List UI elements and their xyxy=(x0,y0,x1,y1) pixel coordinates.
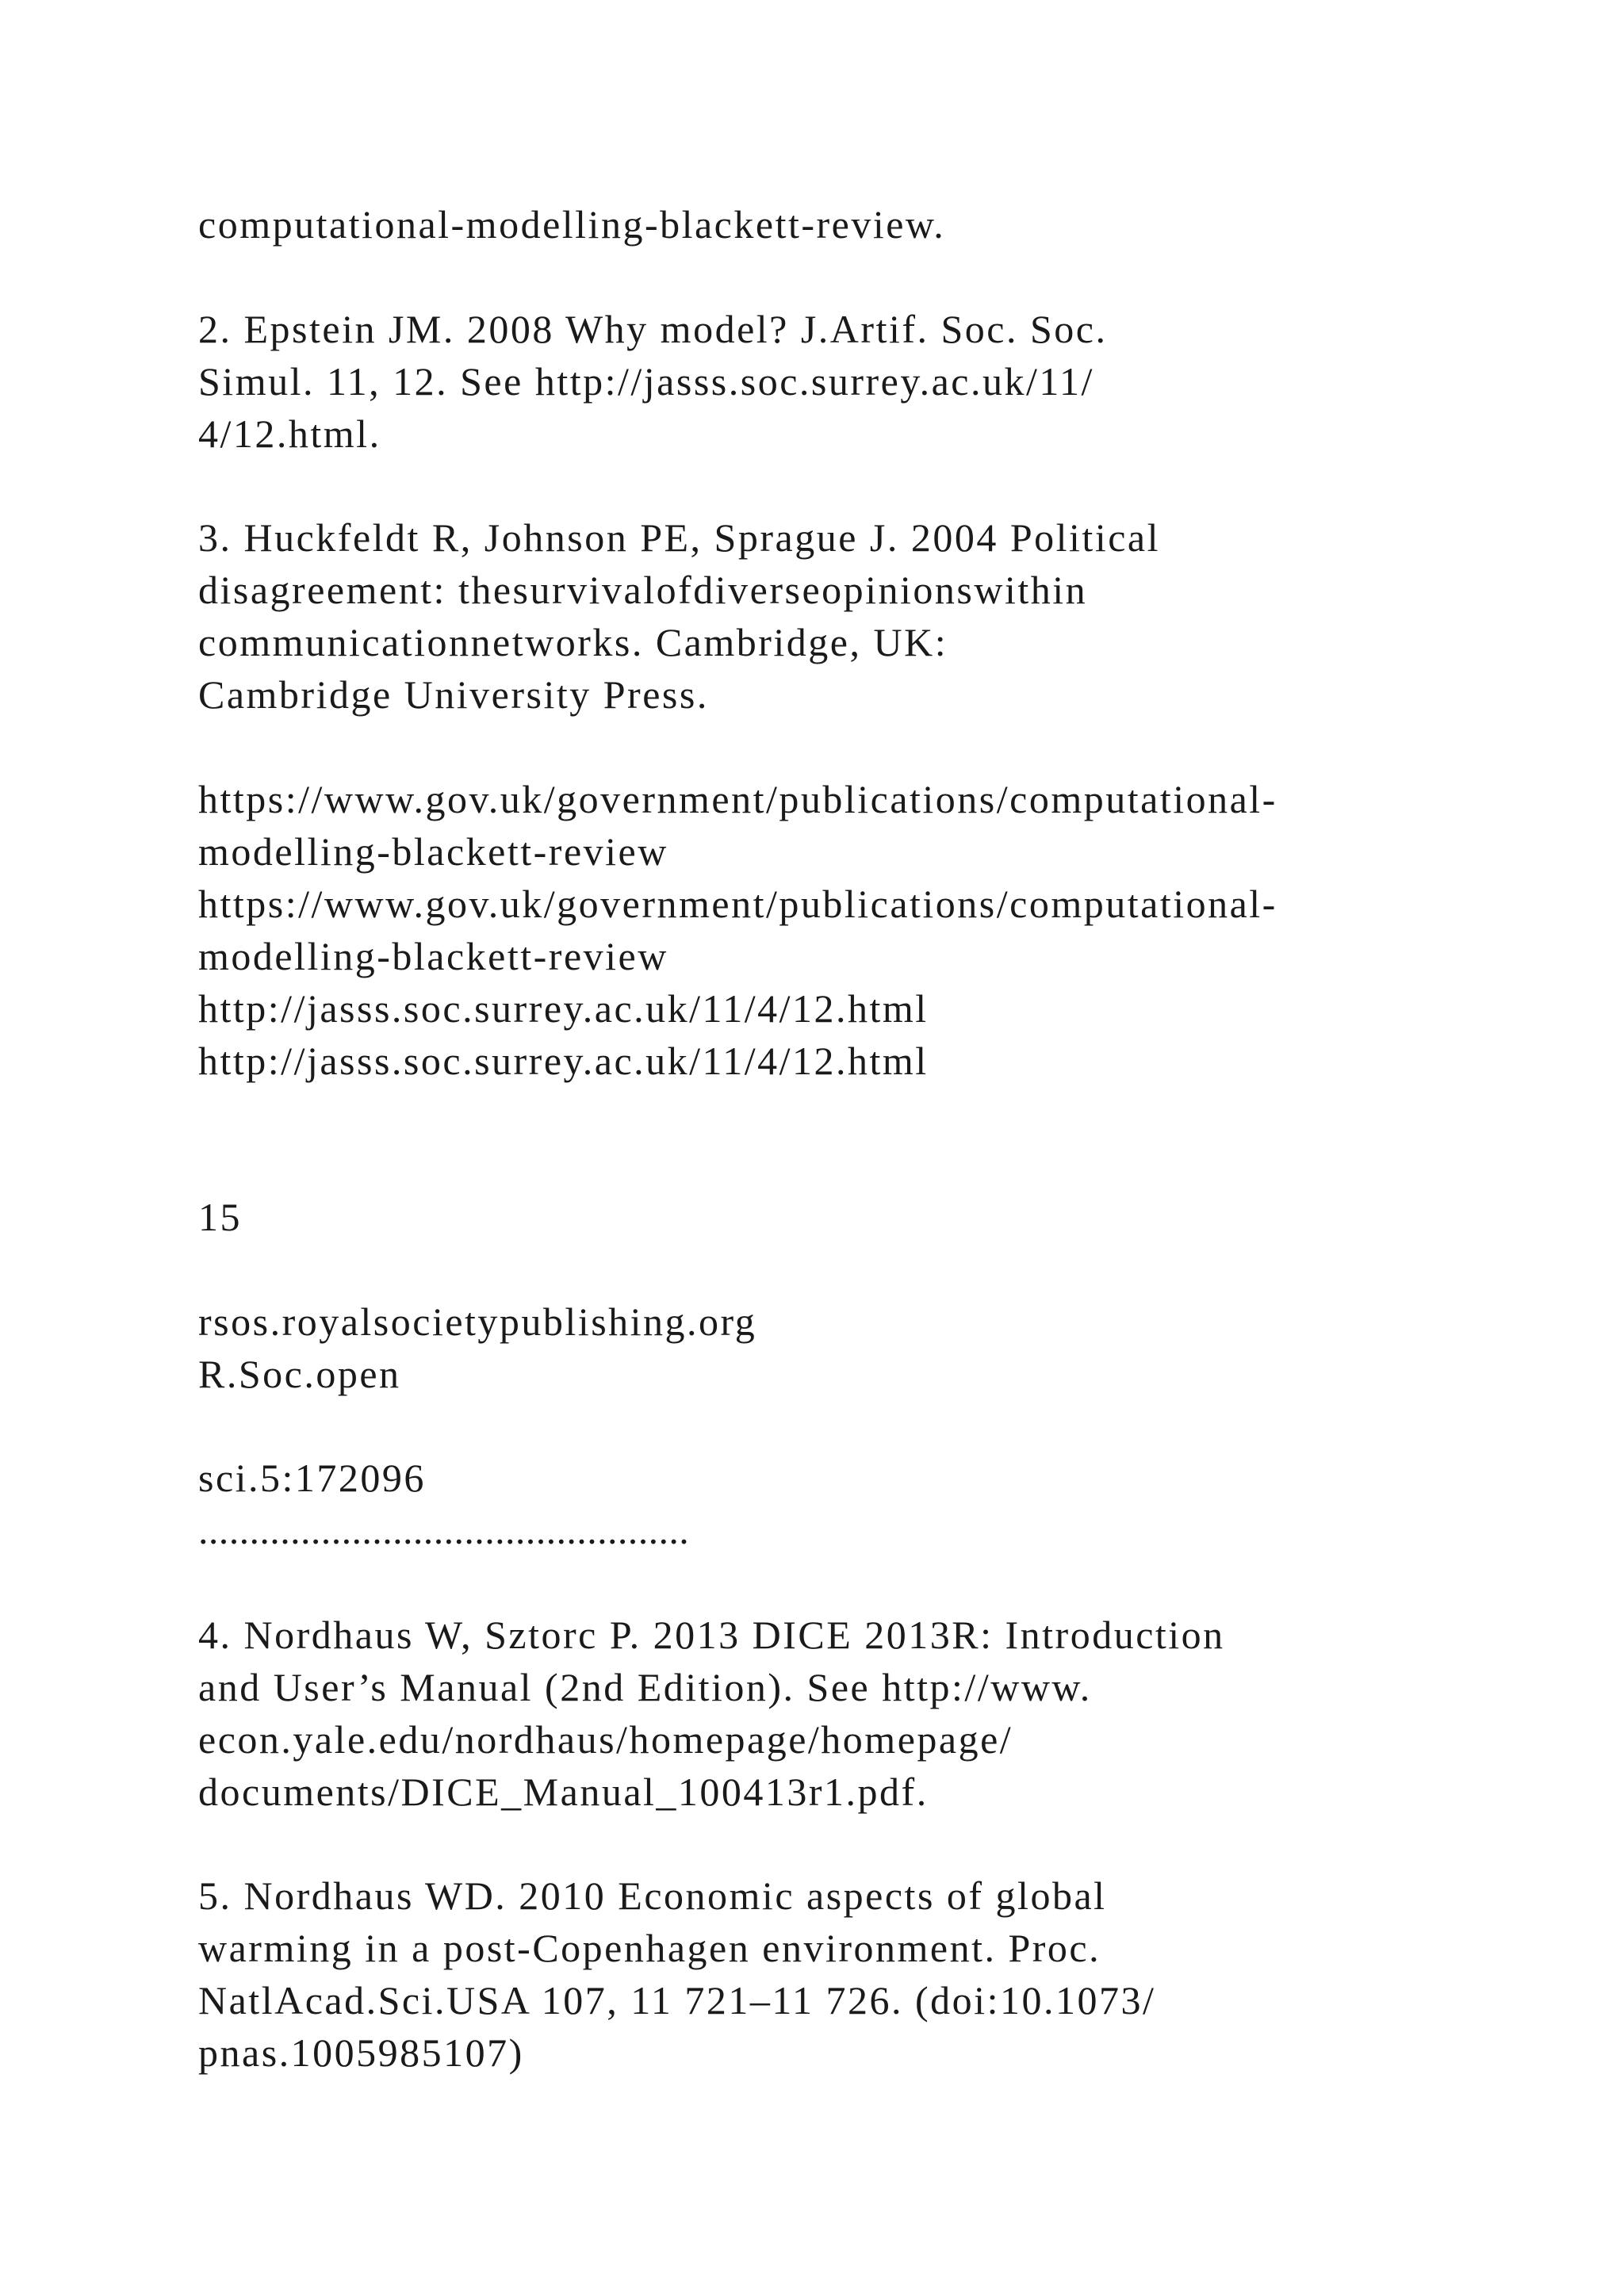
url-blackett-1-line-2: modelling-blackett-review xyxy=(198,829,668,874)
url-blackett-2-line-1: https://www.gov.uk/government/publications/computational- xyxy=(198,882,1277,926)
reference-5-line-3: NatlAcad.Sci.USA 107, 11 721–11 726. (doi:10.1073/ xyxy=(198,1978,1156,2022)
url-jasss-1: http://jasss.soc.surrey.ac.uk/11/4/12.html xyxy=(198,986,929,1031)
reference-5-line-2: warming in a post-Copenhagen environment. Proc. xyxy=(198,1926,1101,1970)
dotted-separator: ................................................ xyxy=(198,1508,690,1552)
reference-3-line-2: disagreement: thesurvivalofdiverseopinionswithin xyxy=(198,568,1088,612)
reference-5-line-1: 5. Nordhaus WD. 2010 Economic aspects of global xyxy=(198,1873,1107,1918)
reference-4-line-4: documents/DICE_Manual_100413r1.pdf. xyxy=(198,1770,929,1814)
journal-name: R.Soc.open xyxy=(198,1352,401,1396)
url-blackett-2-line-2: modelling-blackett-review xyxy=(198,934,668,978)
reference-3-line-1: 3. Huckfeldt R, Johnson PE, Sprague J. 2004 Political xyxy=(198,515,1160,560)
reference-3-line-3: communicationnetworks. Cambridge, UK: xyxy=(198,620,948,664)
url-blackett-1-line-1: https://www.gov.uk/government/publications/computational- xyxy=(198,777,1277,821)
reference-4-line-2: and User’s Manual (2nd Edition). See http://www. xyxy=(198,1665,1092,1709)
reference-1-tail: computational-modelling-blackett-review. xyxy=(198,202,946,247)
journal-website: rsos.royalsocietypublishing.org xyxy=(198,1299,757,1344)
page-number: 15 xyxy=(198,1195,242,1239)
reference-4-line-1: 4. Nordhaus W, Sztorc P. 2013 DICE 2013R: Introduction xyxy=(198,1613,1225,1657)
reference-2-line-3: 4/12.html. xyxy=(198,411,381,456)
reference-4-line-3: econ.yale.edu/nordhaus/homepage/homepage/ xyxy=(198,1717,1013,1762)
reference-2-line-1: 2. Epstein JM. 2008 Why model? J.Artif. Soc. Soc. xyxy=(198,307,1108,351)
reference-5-line-4: pnas.1005985107) xyxy=(198,2030,524,2075)
journal-citation: sci.5:172096 xyxy=(198,1456,426,1500)
reference-2-line-2: Simul. 11, 12. See http://jasss.soc.surrey.ac.uk/11/ xyxy=(198,359,1094,404)
reference-3-line-4: Cambridge University Press. xyxy=(198,672,709,717)
url-jasss-2: http://jasss.soc.surrey.ac.uk/11/4/12.html xyxy=(198,1039,929,1083)
